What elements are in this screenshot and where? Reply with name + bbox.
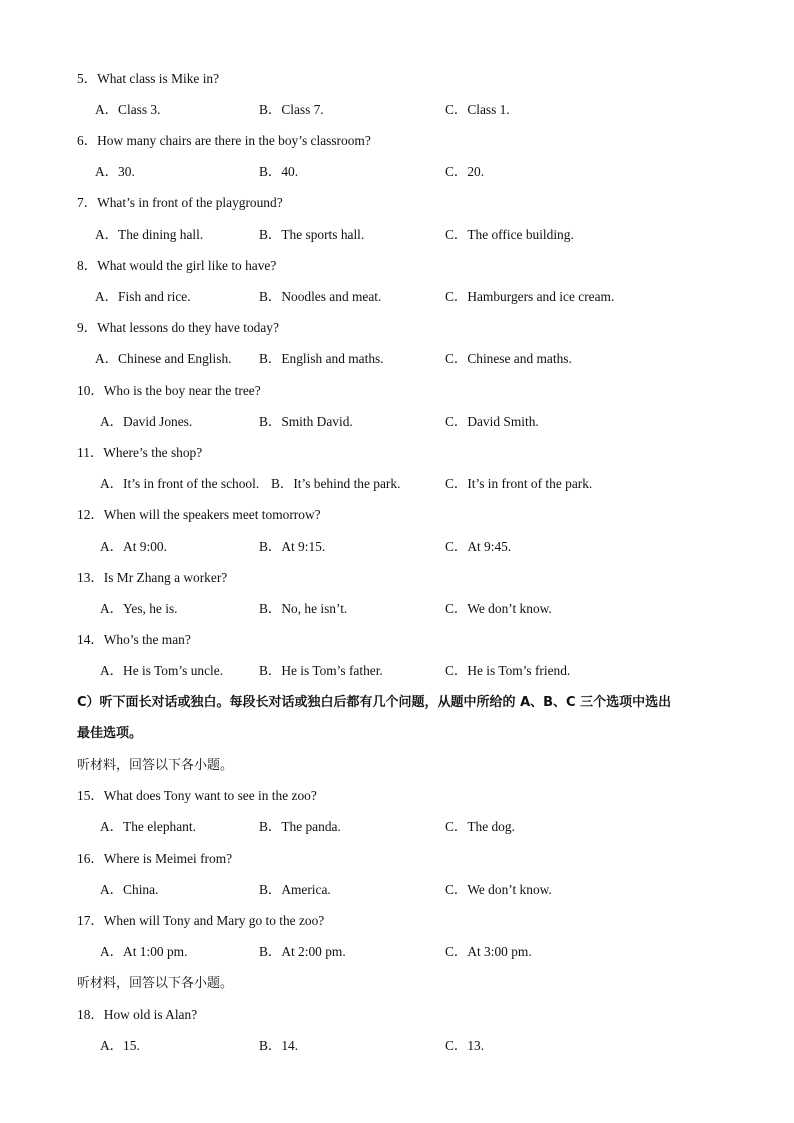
- question-12-option-c: C．At 9:45.: [445, 539, 512, 554]
- question-10-option-c: C．David Smith.: [445, 414, 539, 429]
- section-c-heading-line-1: C）听下面长对话或独白。每段长对话或独白后都有几个问题，从题中所给的 A、B、C 三个选项中选出: [77, 695, 672, 710]
- question-6-option-b: B．40.: [259, 164, 299, 179]
- question-9-option-a: A．Chinese and English.: [95, 351, 232, 366]
- question-13-option-a: A．Yes, he is.: [100, 601, 178, 616]
- question-5-option-b: B．Class 7.: [259, 102, 324, 117]
- question-13-option-b: B．No, he isn’t.: [259, 601, 348, 616]
- question-7-option-a: A．The dining hall.: [95, 227, 204, 242]
- question-14: 14．Who’s the man?: [77, 632, 191, 647]
- question-15-option-b: B．The panda.: [259, 819, 341, 834]
- question-18: 18．How old is Alan?: [77, 1007, 198, 1022]
- listening-instruction: 听材料，回答以下各小题。: [77, 758, 234, 773]
- question-13: 13．Is Mr Zhang a worker?: [77, 570, 228, 585]
- question-17-option-b: B．At 2:00 pm.: [259, 944, 346, 959]
- question-7-option-b: B．The sports hall.: [259, 227, 365, 242]
- question-17: 17．When will Tony and Mary go to the zoo?: [77, 913, 325, 928]
- question-18-option-b: B．14.: [259, 1038, 299, 1053]
- question-14-option-a: A．He is Tom’s uncle.: [100, 663, 224, 678]
- question-15-option-a: A．The elephant.: [100, 819, 196, 834]
- question-9-option-b: B．English and maths.: [259, 351, 384, 366]
- question-12-option-b: B．At 9:15.: [259, 539, 326, 554]
- question-16-option-b: B．America.: [259, 882, 331, 897]
- question-15-option-c: C．The dog.: [445, 819, 515, 834]
- question-8: 8．What would the girl like to have?: [77, 258, 277, 273]
- question-11-option-a: A．It’s in front of the school.: [100, 476, 260, 491]
- question-16: 16．Where is Meimei from?: [77, 851, 233, 866]
- question-8-option-b: B．Noodles and meat.: [259, 289, 382, 304]
- question-17-option-a: A．At 1:00 pm.: [100, 944, 188, 959]
- question-16-option-a: A．China.: [100, 882, 159, 897]
- question-10-option-b: B．Smith David.: [259, 414, 353, 429]
- question-5-option-a: A．Class 3.: [95, 102, 161, 117]
- question-9: 9．What lessons do they have today?: [77, 320, 279, 335]
- listening-instruction: 听材料，回答以下各小题。: [77, 976, 234, 991]
- question-5: 5．What class is Mike in?: [77, 71, 220, 86]
- question-15: 15．What does Tony want to see in the zoo?: [77, 788, 317, 803]
- question-8-option-a: A．Fish and rice.: [95, 289, 191, 304]
- question-11-option-c: C．It’s in front of the park.: [445, 476, 593, 491]
- question-11: 11．Where’s the shop?: [77, 445, 203, 460]
- question-10-option-a: A．David Jones.: [100, 414, 193, 429]
- question-18-option-a: A．15.: [100, 1038, 140, 1053]
- question-12: 12．When will the speakers meet tomorrow?: [77, 507, 321, 522]
- question-8-option-c: C．Hamburgers and ice cream.: [445, 289, 615, 304]
- question-14-option-c: C．He is Tom’s friend.: [445, 663, 571, 678]
- question-5-option-c: C．Class 1.: [445, 102, 510, 117]
- question-7-option-c: C．The office building.: [445, 227, 574, 242]
- question-6-option-c: C．20.: [445, 164, 485, 179]
- question-12-option-a: A．At 9:00.: [100, 539, 167, 554]
- question-10: 10．Who is the boy near the tree?: [77, 383, 261, 398]
- section-c-heading-line-2: 最佳选项。: [77, 726, 143, 741]
- question-11-option-b: B．It’s behind the park.: [271, 476, 401, 491]
- question-18-option-c: C．13.: [445, 1038, 485, 1053]
- question-6-option-a: A．30.: [95, 164, 135, 179]
- question-13-option-c: C．We don’t know.: [445, 601, 552, 616]
- question-6: 6．How many chairs are there in the boy’s classroom?: [77, 133, 371, 148]
- question-14-option-b: B．He is Tom’s father.: [259, 663, 383, 678]
- question-16-option-c: C．We don’t know.: [445, 882, 552, 897]
- question-9-option-c: C．Chinese and maths.: [445, 351, 572, 366]
- question-7: 7．What’s in front of the playground?: [77, 195, 283, 210]
- question-17-option-c: C．At 3:00 pm.: [445, 944, 532, 959]
